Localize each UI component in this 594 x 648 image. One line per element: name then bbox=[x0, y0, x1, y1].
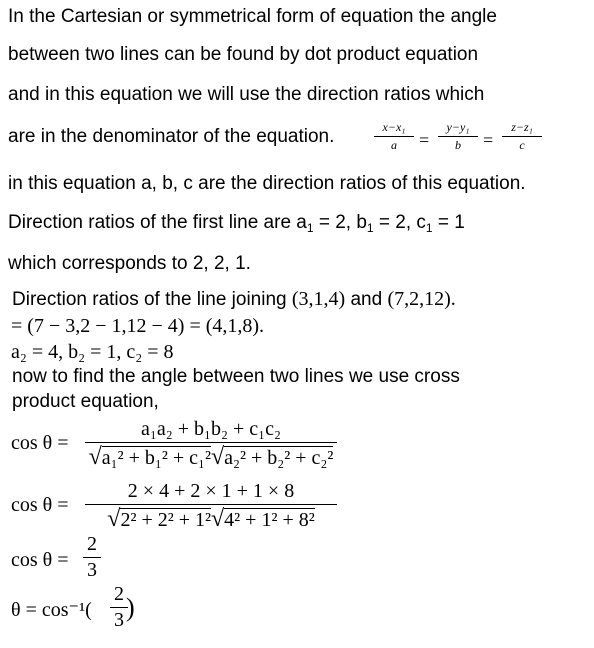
text-line-3: and in this equation we will use the direction ratios which bbox=[8, 84, 485, 105]
formula3-fraction: 2 3 bbox=[83, 533, 101, 582]
difference-line: = (7 − 3,2 − 1,12 − 4) = (4,1,8). bbox=[11, 315, 265, 337]
formula4-lhs: θ = cos⁻¹( bbox=[11, 599, 92, 621]
text-line-5: in this equation a, b, c are the direction ratios of this equation. bbox=[8, 173, 526, 194]
formula1-lhs: cos θ = bbox=[11, 432, 69, 454]
text-line-6: Direction ratios of the first line are $a_1 = 2$, $b_1 = 2$, $c_1 = 1$ bbox=[8, 212, 465, 235]
sym-fraction-y: y−y₁ b bbox=[438, 120, 478, 153]
sym-fraction-x: x−x₁ a bbox=[374, 120, 414, 153]
text-line-now: now to find the angle between two lines we use cross bbox=[12, 366, 460, 387]
text-line-1: In the Cartesian or symmetrical form of equation the angle bbox=[8, 6, 497, 27]
sym-fraction-z: z−z₁ c bbox=[502, 120, 542, 153]
text-line-2: between two lines can be found by dot product equation bbox=[8, 44, 479, 65]
text-line-product: product equation, bbox=[12, 391, 159, 412]
formula3-lhs: cos θ = bbox=[11, 549, 69, 571]
text-line-7: which corresponds to 2, 2, 1. bbox=[8, 253, 251, 274]
formula1-fraction: a₁a₂ + b₁b₂ + c₁c₂ √a₁² + b₁² + c₁²√a₂² + b₂² + c₂² bbox=[85, 418, 337, 471]
equals-sign-1: = bbox=[419, 130, 430, 150]
direction-ratios-line: Direction ratios of the line joining (3,1,4) and (7,2,12). bbox=[12, 288, 456, 310]
a2-b2-c2-line: a₂ = 4, b₂ = 1, c₂ = 8 bbox=[11, 341, 174, 363]
equals-sign-2: = bbox=[483, 130, 494, 150]
text-line-4: are in the denominator of the equation. bbox=[8, 126, 335, 147]
formula2-fraction: 2 × 4 + 2 × 1 + 1 × 8 √2² + 2² + 1²√4² + 1² + 8² bbox=[85, 480, 337, 533]
formula4-fraction: 2 3 bbox=[110, 583, 128, 632]
formula4-close-paren: ) bbox=[126, 593, 135, 622]
formula2-lhs: cos θ = bbox=[11, 494, 69, 516]
